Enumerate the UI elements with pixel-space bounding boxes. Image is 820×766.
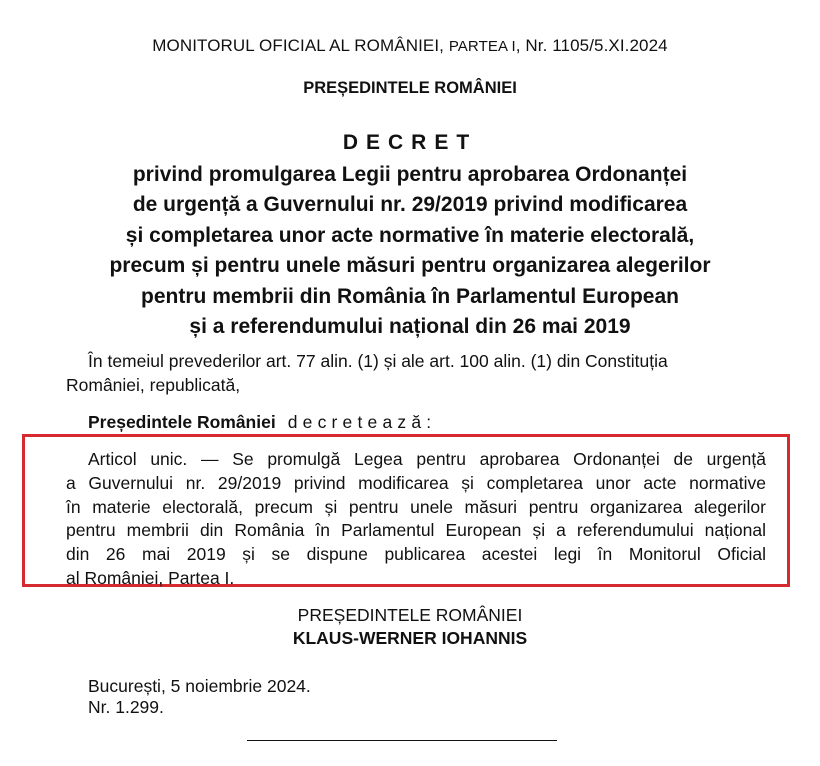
article-line: pentru membrii din România în Parlamentul European și a referendumului național xyxy=(66,520,766,541)
article-line: al României, Partea I. xyxy=(66,567,235,588)
signatory-name: KLAUS-WERNER IOHANNIS xyxy=(292,628,528,648)
signatory-title: PREȘEDINTELE ROMÂNIEI xyxy=(297,605,523,625)
decree-title-line: și completarea unor acte normative în materie electorală, xyxy=(125,223,695,247)
issue-number: , Nr. 1105/5.XI.2024 xyxy=(515,36,668,55)
article-line: a Guvernului nr. 29/2019 privind modificarea și completarea unor acte normative xyxy=(66,472,766,493)
issuer-heading: PREȘEDINTELE ROMÂNIEI xyxy=(303,79,517,97)
article-text xyxy=(66,448,766,591)
decree-number: Nr. 1.299. xyxy=(88,697,164,717)
closing-rule xyxy=(247,740,557,741)
decree-verb: decretează: xyxy=(287,412,437,432)
decree-label: DECRET xyxy=(342,131,478,154)
decree-title-line: pentru membrii din România în Parlamentul European xyxy=(141,284,679,308)
preamble-line: În temeiul prevederilor art. 77 alin. (1) și ale art. 100 alin. (1) din Constituția xyxy=(88,351,668,371)
decree-title-line: și a referendumului național din 26 mai 2019 xyxy=(189,315,631,339)
decree-title-line: privind promulgarea Legii pentru aprobarea Ordonanței xyxy=(132,163,688,186)
preamble-line: României, republicată, xyxy=(66,375,241,395)
decree-subject: Președintele României xyxy=(88,412,276,432)
article-line: din 26 mai 2019 și se dispune publicarea acestei legi în Monitorul Oficial xyxy=(66,544,766,565)
decree-title xyxy=(0,160,820,342)
publication-part: PARTEA I xyxy=(448,38,516,55)
decree-title-line: de urgență a Guvernului nr. 29/2019 privind modificarea xyxy=(132,193,688,217)
article-line: Articol unic. — Se promulgă Legea pentru aprobarea Ordonanței de urgență xyxy=(88,449,766,469)
preamble xyxy=(66,349,786,397)
publication-name: MONITORUL OFICIAL AL ROMÂNIEI, xyxy=(152,36,449,55)
decree-statement xyxy=(88,412,436,433)
gazette-header xyxy=(0,36,820,56)
place-date: București, 5 noiembrie 2024. xyxy=(88,676,311,696)
decree-title-line: precum și pentru unele măsuri pentru organizarea alegerilor xyxy=(109,254,711,278)
article-line: în materie electorală, precum și pentru unele măsuri pentru organizarea alegerilor xyxy=(66,496,766,517)
